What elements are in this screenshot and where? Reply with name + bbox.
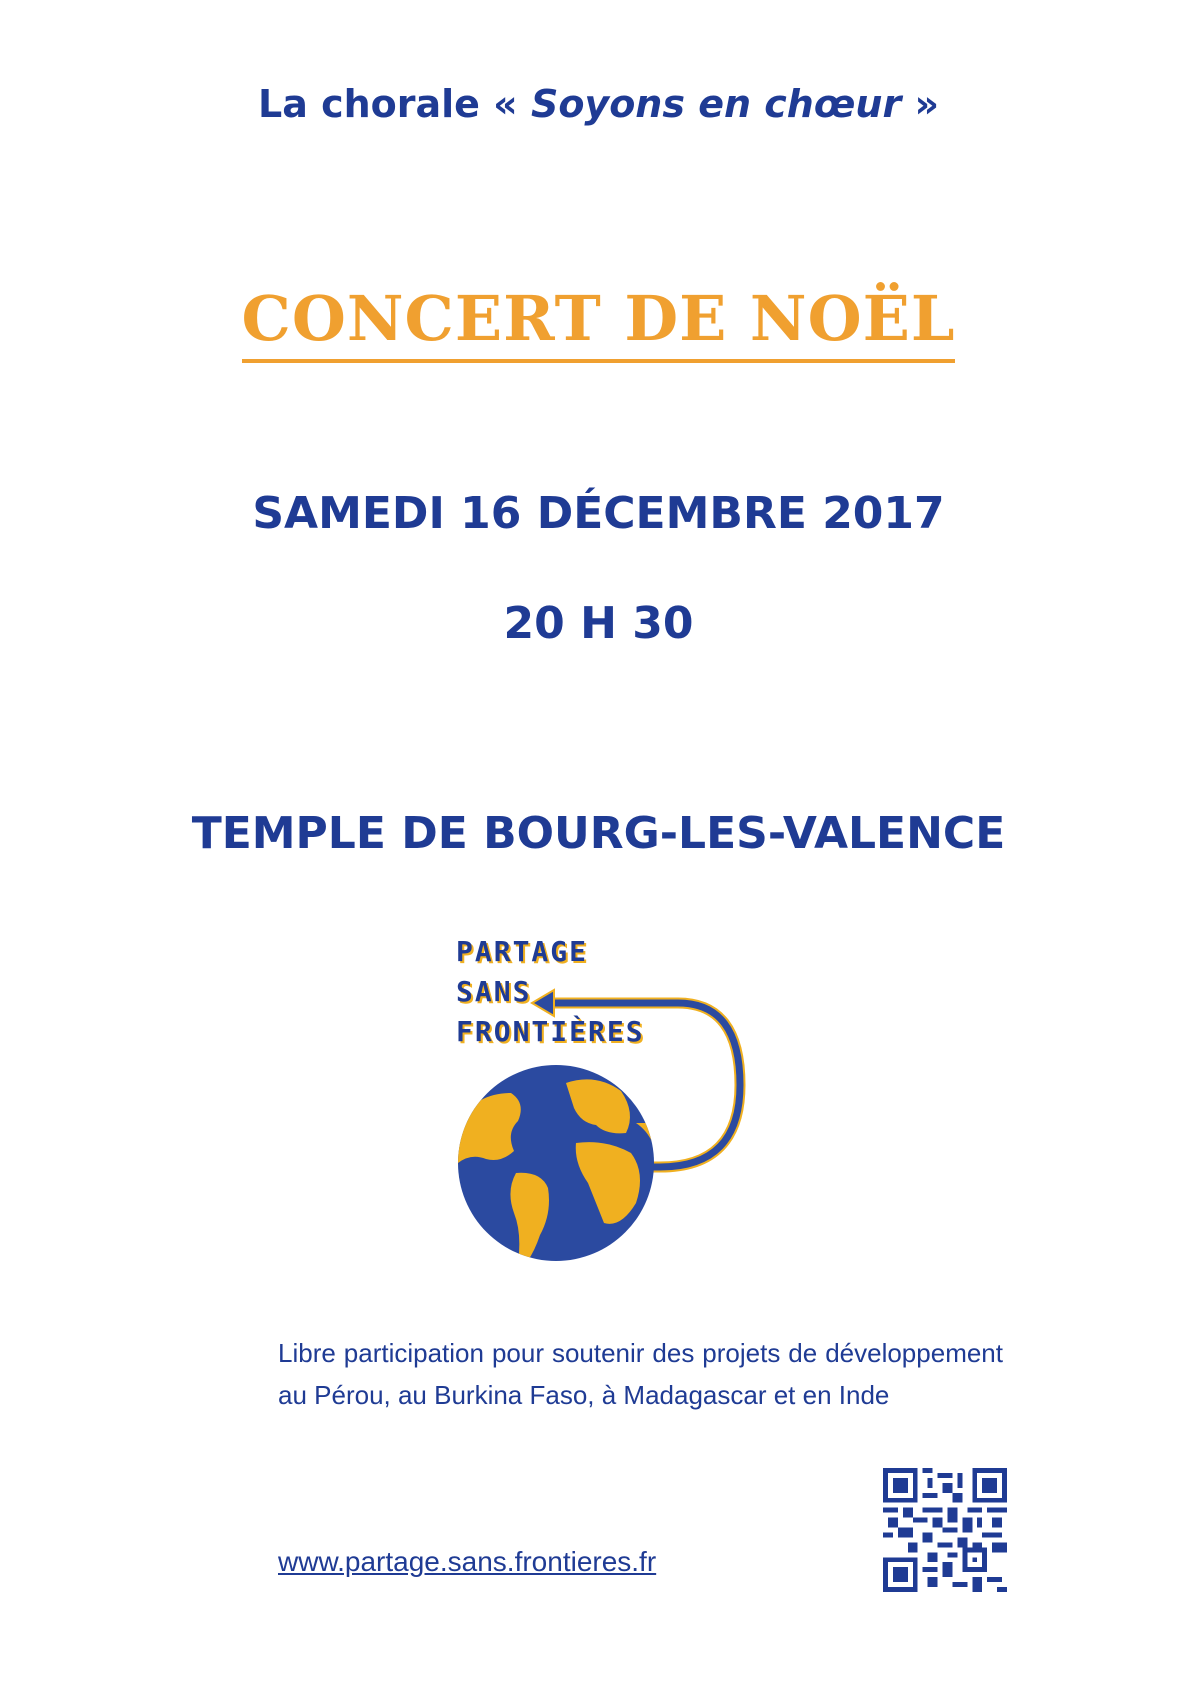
concert-title — [0, 282, 1197, 355]
participation-text: Libre participation pour soutenir des projets de développement au Pérou, au Burkina Faso, à Madagascar et en Inde — [278, 1338, 1003, 1410]
logo-word-frontieres: FRONTIÈRES — [456, 1015, 645, 1048]
website-link[interactable]: www.partage.sans.frontieres.fr — [278, 1546, 657, 1577]
event-time: 20 H 30 — [503, 598, 694, 649]
logo-word-sans: SANS — [456, 975, 532, 1008]
choir-heading — [0, 82, 1197, 126]
choir-suffix: » — [901, 82, 939, 126]
event-date: SAMEDI 16 DÉCEMBRE 2017 — [252, 488, 945, 539]
globe-icon — [456, 1063, 656, 1263]
choir-name: Soyons en chœur — [530, 82, 902, 126]
partage-sans-frontieres-logo — [440, 935, 800, 1265]
qr-code-icon[interactable] — [883, 1468, 1007, 1592]
choir-prefix: La chorale « — [257, 82, 531, 126]
logo-word-partage: PARTAGE — [456, 935, 589, 968]
event-place: TEMPLE DE BOURG-LES-VALENCE — [191, 808, 1006, 859]
concert-title-text: CONCERT DE NOËL — [242, 282, 956, 363]
